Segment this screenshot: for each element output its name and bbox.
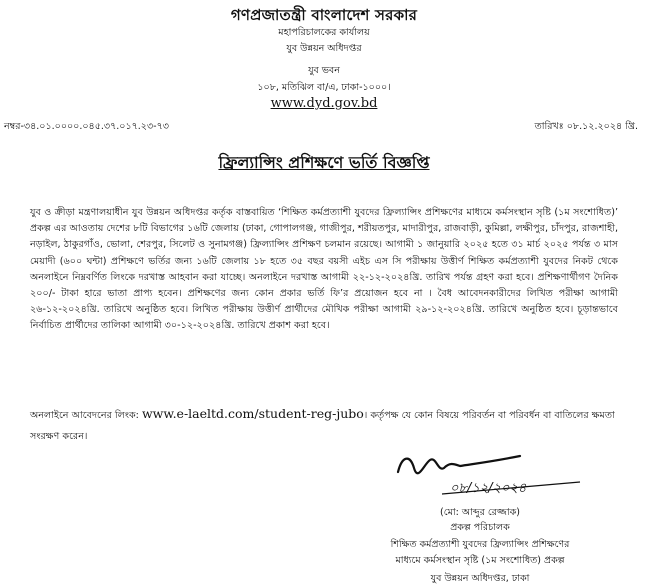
notice-body xyxy=(30,205,618,335)
notice-title: ফ্রিল্যান্সিং প্রশিক্ষণে ভর্তি বিজ্ঞপ্তি xyxy=(218,153,430,172)
office-address: ১০৮, মতিঝিল বা/এ, ঢাকা-১০০০। xyxy=(257,82,391,93)
signatory-name: (মো: আব্দুর রেজ্জাক) xyxy=(440,507,520,518)
application-link-line xyxy=(30,403,630,447)
signature-date: ০৮/১২/২০২৪ xyxy=(450,481,527,496)
website-link[interactable]: www.dyd.gov.bd xyxy=(270,96,378,111)
handwritten-signature xyxy=(380,442,610,504)
government-title: গণপ্রজাতন্ত্রী বাংলাদেশ সরকার xyxy=(230,6,418,24)
project-name-line2: মাধ্যমে কর্মসংস্থান সৃষ্টি (১ম সংশোধিত) প্রকল্প xyxy=(395,555,565,566)
project-name-line1: শিক্ষিত কর্মপ্রত্যাশী যুবদের ফ্রিল্যান্সিং প্রশিক্ষণের xyxy=(390,539,570,550)
signatory-department: যুব উন্নয়ন অধিদপ্তর, ঢাকা xyxy=(430,573,530,584)
building-name: যুব ভবন xyxy=(308,65,340,76)
memo-date: তারিখঃ ০৮.১২.২০২৪ খ্রি. xyxy=(534,121,638,132)
authority-note: । কর্তৃপক্ষ যে কোন বিষয়ে পরিবর্তন বা পরিবর্ধন বা বাতিলের ক্ষমতা সংরক্ষণ করেন। xyxy=(30,410,615,442)
link-label: অনলাইনে আবেদনের লিংক: xyxy=(30,410,139,421)
department-name: যুব উন্নয়ন অধিদপ্তর xyxy=(286,43,362,54)
notice-paragraph: যুব ও ক্রীড়া মন্ত্রণালয়াধীন যুব উন্নয়ন অধিদপ্তর কর্তৃক বাস্তবায়িত ‘শিক্ষিত কর্মপ্রত্যাশী যুবদের ফ্রিল্যান্সিং প্রশিক্ষণের মাধ্যমে কর্মসংস্থান সৃষ্টি (১ম সংশোধিত)’ প্রকল্প এর আওতায় দেশের ৮টি বিভাগের ১৬টি জেলায় (ঢাকা, গোপালগঞ্জ, গাজীপুর, শরীয়তপুর, মাদারীপুর, রাজবাড়ী, কুমিল্লা, লক্ষীপুর, চাঁদপুর, রাজশাহী, নড়াইল, ঠাকুরগাঁও, ভোলা, শেরপুর, সিলেট ও সুনামগঞ্জ) ফ্রিল্যান্সিং প্রশিক্ষণ চলমান রয়েছে। আগামী ১ জানুয়ারি ২০২৫ হতে ৩১ মার্চ ২০২৫ পর্যন্ত ৩ মাস মেয়াদী (৬০০ ঘন্টা) প্রশিক্ষণে ভর্তির জন্য ১৬টি জেলায় ১৮ হতে ৩৫ বছর বয়সী এইচ এস সি পরীক্ষায় উত্তীর্ণ শিক্ষিত কর্মপ্রত্যাশী যুবদের নিকট থেকে অনলাইনে নিম্নবর্ণিত লিংকে দরখাস্ত আহবান করা যাচ্ছে। অনলাইনে দরখাস্ত আগামী ২২-১২-২০২৪খ্রি. তারিখ পর্যন্ত গ্রহণ করা হবে। প্রশিক্ষণার্থীগণ দৈনিক ২০০/- টাকা হারে ভাতা প্রাপ্য হবেন। প্রশিক্ষণের জন্য কোন প্রকার ভর্তি ফি’র প্রয়োজন হবে না । বৈধ আবেদনকারীদের লিখিত পরীক্ষা আগামী ২৬-১২-২০২৪খ্রি. তারিখে অনুষ্ঠিত হবে। লিখিত পরীক্ষায় উত্তীর্ণ প্রার্থীদের মৌখিক পরীক্ষা আগামী ২৯-১২-২০২৪খ্রি. তারিখে অনুষ্ঠিত হবে। চূড়ান্তভাবে নির্বাচিত প্রার্থীদের তালিকা আগামী ৩০-১২-২০২৪খ্রি. তারিখে প্রকাশ করা হবে। xyxy=(30,207,618,332)
application-url[interactable]: www.e-laeltd.com/student-reg-jubo xyxy=(141,406,364,421)
memo-number: নম্বর-৩৪.০১.০০০০.০৪৫.৩৭.০১৭.২৩-৭৩ xyxy=(4,121,169,132)
office-name: মহাপরিচালকের কার্যালয় xyxy=(278,27,370,38)
signatory-designation: প্রকল্প পরিচালক xyxy=(450,522,510,533)
